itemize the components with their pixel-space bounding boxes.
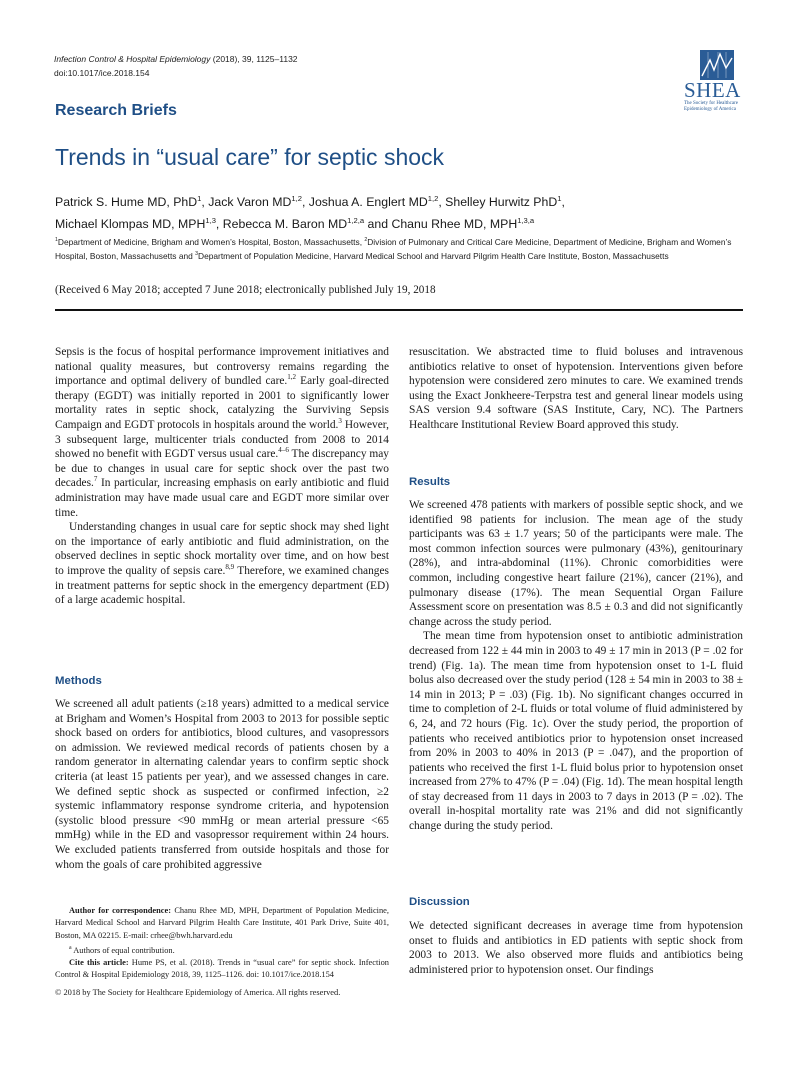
- results-text: [409, 498, 743, 834]
- results-heading: Results: [409, 476, 451, 488]
- intro-paragraph-1: Sepsis is the focus of hospital performance improvement initiatives and national quality measures, but controversy remains regarding the importance and optimal delivery of bundled care.$^{1,2}$ Early goal-directed therapy (EGDT) was initially reported in 2001 to significantly lower mortality rates in septic shock, catalyzing the Surviving Sepsis Campaign and EGDT protocols in hospitals around the world.$^3$ However, 3 subsequent large, multicenter trials conducted from 2008 to 2014 showed no benefit with EGDT versus usual care.$^{4-6}$ The discrepancy may be due to changes in usual care for septic shock over the past two decades.$^7$ In particular, increasing emphasis on early antibiotic and fluid administration may have made usual care and EGDT more similar over time.: [55, 346, 389, 519]
- affiliations: $^1$Department of Medicine, Brigham and Women’s Hospital, Boston, Massachusetts, $^2$Division of Pulmonary and Critical Care Medicine, Department of Medicine, Brigham and Women’s Hospital, Boston, Massachusetts and $^3$Department of Population Medicine, Harvard Medical School and Harvard Pilgrim Health Care Institute, Boston, Massachusetts: [55, 237, 732, 261]
- received-dates: (Received 6 May 2018; accepted 7 June 2018; electronically published July 19, 2018: [55, 284, 436, 296]
- footnotes: Author for correspondence: Chanu Rhee MD, MPH, Department of Population Medicine, Harvard Medical School and Harvard Pilgrim Health Care Institute, 401 Park Drive, Suite 401, Boston, MA 02215. E-mail: crhee@bwh.harvard.edu $^a$ Authors of equal contribution. Cite this article: Hume PS, et al. (2018). Trends in “usual care” for septic shock. Infection Control & Hospital Epidemiology 2018, 39, 1125–1126. doi: 10.1017/ice.2018.154: [55, 906, 389, 980]
- discussion-heading: Discussion: [409, 896, 470, 908]
- methods-continued: resuscitation. We abstracted time to fluid boluses and intravenous antibiotics relative to onset of hypotension. Interventions given before hypotension were considered zero minutes to care. We examined trends using the Exact Jonkheere-Terpstra test and general linear models using SAS version 9.4 software (SAS Institute, Cary, NC). The Partners Healthcare Institutional Review Board approved this study.: [409, 346, 743, 431]
- methods-text: We screened all adult patients (≥18 years) admitted to a medical service at Brigham and Women’s Hospital from 2003 to 2013 for possible septic shock based on orders for antibiotics, blood cultures, and vasopressors on admission. We reviewed medical records of patients chosen by a random generator in alternating calendar years to confirm septic shock criteria (at least 15 patients per year), and we assessed changes in care. We defined septic shock as suspected or confirmed infection, ≥2 systemic inflammatory response syndrome criteria, and hypotension (systolic blood pressure <90 mmHg or mean arterial pressure <65 mmHg) while in the ED and vasopressor requirement within 24 hours. We excluded patients transferred from outside hospitals and those for whom the goals of care prohibited aggressive: [55, 698, 389, 871]
- introduction: [55, 345, 389, 608]
- journal-header: [54, 52, 298, 80]
- section-label: Research Briefs: [55, 102, 177, 119]
- logo-tagline: The Society for Healthcare Epidemiology of America: [684, 101, 739, 112]
- journal-citation: (2018), 39, 1125–1132: [212, 54, 298, 64]
- results-paragraph-1: We screened 478 patients with markers of possible septic shock, and we identified 98 patients for inclusion. The mean age of the study participants was 63 ± 1.7 years; 50 of the participants were male. The most common infection sources were pulmonary (43%), genitourinary (28%), and intra-abdominal (11%). Chronic comorbidities were common, including congestive heart failure (21%), cancer (21%), and pulmonary disease (17%). The mean Sequential Organ Failure Assessment score on presentation was 8.5 ± 0.3 and did not significantly change across the study period.: [409, 499, 743, 628]
- copyright: © 2018 by The Society for Healthcare Epidemiology of America. All rights reserved.: [55, 988, 341, 997]
- discussion-text: We detected significant decreases in average time from hypotension onset to fluids and antibiotics in ED patients with septic shock from 2003 to 2013. We also observed more fluids and antibiotics being administered prior to hypotension onset. Our findings: [409, 920, 743, 976]
- doi: doi:10.1017/ice.2018.154: [54, 68, 150, 78]
- article-title: Trends in “usual care” for septic shock: [55, 144, 445, 170]
- results-paragraph-2: The mean time from hypotension onset to antibiotic administration decreased from 122 ± 44 min in 2003 to 49 ± 17 min in 2013 (P = .02 for trend) (Fig. 1a). The mean time from hypotension onset to 1-L fluid bolus also decreased over the study period (128 ± 54 min in 2003 to 38 ± 14 min in 2013; P = .03) (Fig. 1b). No significant changes occurred in time to completion of 2-L fluids or total volume of fluid administered by 6, 24, and 72 hours (Fig. 1c). Over the study period, the proportion of patients who received antibiotics prior to hypotension onset increased from 20% in 2003 to 40% in 2013 (P = .047), and the proportion of patients who received the first 1-L fluid bolus prior to hypotension onset increased from 27% to 47% (P = .04) (Fig. 1d). The mean hospital length of stay decreased from 11 days in 2003 to 7 days in 2013 (P = .02). The overall in-hospital mortality rate was 21% and did not significantly change during the study period.: [409, 630, 743, 833]
- author-list: Patrick S. Hume MD, PhD$^1$, Jack Varon MD$^{1,2}$, Joshua A. Englert MD$^{1,2}$, Shelley Hurwitz PhD$^1$, Michael Klompas MD, MPH$^{1,3}$, Rebecca M. Baron MD$^{1,2,a}$ and Chanu Rhee MD, MPH$^{1,3,a}$: [55, 193, 565, 231]
- logo-text: SHEA: [684, 78, 741, 102]
- methods-heading: Methods: [55, 675, 102, 687]
- intro-paragraph-2: Understanding changes in usual care for septic shock may shed light on the importance of early antibiotic and fluid administration, on the observed declines in septic shock mortality over time, and on how best to improve the quality of sepsis care.$^{8,9}$ Therefore, we examined changes in treatment patterns for septic shock in the emergency department (ED) of a large academic hospital.: [55, 521, 389, 607]
- journal-name: Infection Control & Hospital Epidemiology: [54, 54, 211, 64]
- shea-logo: [680, 48, 746, 114]
- header-divider: [55, 309, 743, 311]
